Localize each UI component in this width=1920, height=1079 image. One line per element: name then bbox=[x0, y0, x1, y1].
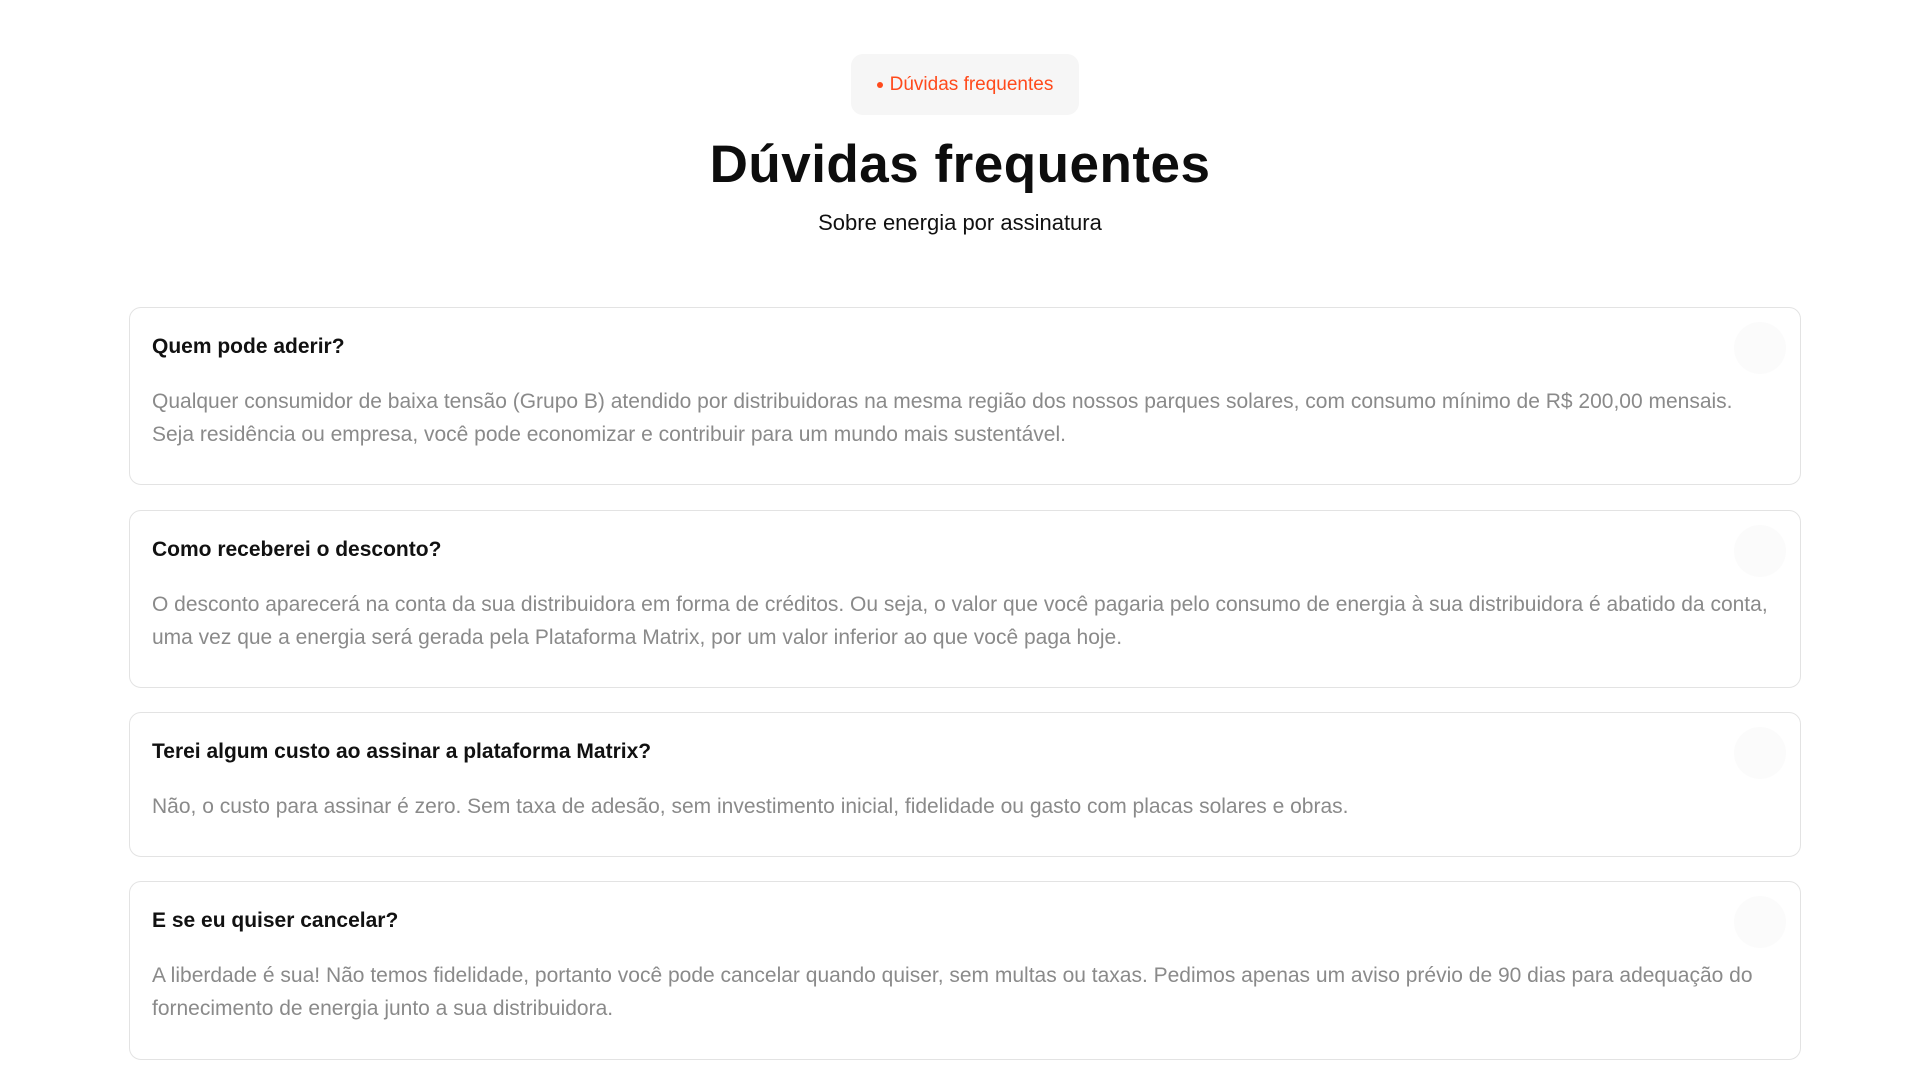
faq-item-terei-algum-custo[interactable] bbox=[129, 712, 1801, 857]
faq-toggle-icon[interactable] bbox=[1734, 525, 1786, 577]
section-badge bbox=[851, 54, 1079, 115]
faq-item-quem-pode-aderir[interactable] bbox=[129, 307, 1801, 485]
faq-answer: Não, o custo para assinar é zero. Sem taxa de adesão, sem investimento inicial, fidelidade ou gasto com placas solares e obras. bbox=[152, 795, 1349, 818]
faq-answer: O desconto aparecerá na conta da sua distribuidora em forma de créditos. Ou seja, o valor que você pagaria pelo consumo de energia à sua distribuidora é abatido da conta, uma vez que a energia será gerada pela Plataforma Matrix, por um valor inferior ao que você paga hoje. bbox=[152, 593, 1768, 649]
faq-question[interactable]: Quem pode aderir? bbox=[152, 335, 345, 358]
faq-toggle-icon[interactable] bbox=[1734, 727, 1786, 779]
faq-item-e-se-eu-quiser-cancelar[interactable] bbox=[129, 881, 1801, 1060]
faq-item-como-receberei-o-desconto[interactable] bbox=[129, 510, 1801, 688]
faq-question[interactable]: Terei algum custo ao assinar a plataforma Matrix? bbox=[152, 740, 652, 763]
faq-question[interactable]: E se eu quiser cancelar? bbox=[152, 909, 399, 932]
bullet-dot-icon bbox=[877, 82, 883, 88]
page-subtitle: Sobre energia por assinatura bbox=[818, 210, 1102, 235]
page-title: Dúvidas frequentes bbox=[709, 135, 1211, 194]
section-badge-label: Dúvidas frequentes bbox=[889, 73, 1054, 95]
faq-question[interactable]: Como receberei o desconto? bbox=[152, 538, 442, 561]
faq-answer: Qualquer consumidor de baixa tensão (Grupo B) atendido por distribuidoras na mesma região dos nossos parques solares, com consumo mínimo de R$ 200,00 mensais. Seja residência ou empresa, você pode economizar e contribuir para um mundo mais sustentável. bbox=[152, 390, 1733, 446]
faq-toggle-icon[interactable] bbox=[1734, 896, 1786, 948]
faq-toggle-icon[interactable] bbox=[1734, 322, 1786, 374]
faq-answer: A liberdade é sua! Não temos fidelidade, portanto você pode cancelar quando quiser, sem multas ou taxas. Pedimos apenas um aviso prévio de 90 dias para adequação do fornecimento de energia junto a sua distribuidora. bbox=[152, 964, 1753, 1020]
